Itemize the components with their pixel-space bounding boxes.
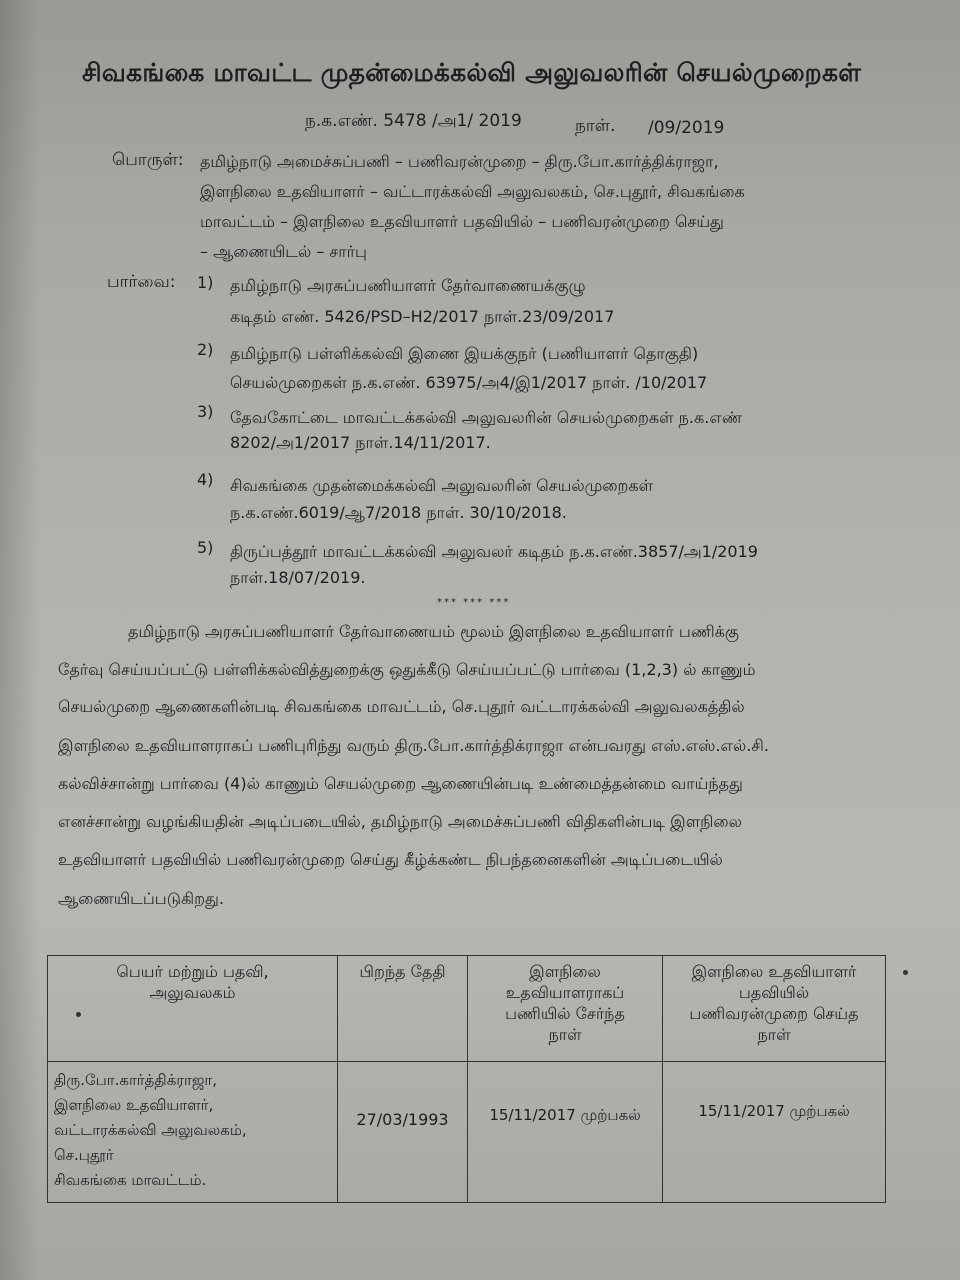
body-line: இளநிலை உதவியாளராகப் பணிபுரிந்து வரும் திரு.போ.கார்த்திக்ராஜா என்பவரது எஸ்.எஸ்.எல்.சி. (58, 736, 770, 755)
header-joined: இளநிலை உதவியாளராகப் பணியில் சேர்ந்த நாள் (468, 956, 663, 1062)
reference-line: நாள்.18/07/2019. (230, 568, 366, 587)
page-shadow (0, 0, 40, 1280)
reference-number: ந.க.எண். 5478 /அ1/ 2019 (305, 111, 522, 131)
subject-line: – ஆணையிடல் – சார்பு (200, 242, 367, 261)
ink-dot (903, 970, 908, 975)
reference-number-4: 4) (197, 470, 214, 489)
reference-line: தமிழ்நாடு அரசுப்பணியாளர் தேர்வாணையக்குழு (230, 276, 586, 295)
subject-line: மாவட்டம் – இளநிலை உதவியாளர் பதவியில் – பணிவரன்முறை செய்து (200, 212, 724, 231)
regularisation-table (47, 955, 886, 1203)
reference-line: தேவகோட்டை மாவட்டக்கல்வி அலுவலரின் செயல்முறைகள் ந.க.எண் (230, 408, 743, 427)
body-line: கல்விச்சான்று பார்வை (4)ல் காணும் செயல்முறை ஆணையின்படி உண்மைத்தன்மை வாய்ந்தது (58, 774, 743, 793)
reference-line: 8202/அ1/2017 நாள்.14/11/2017. (230, 433, 491, 452)
document-title: சிவகங்கை மாவட்ட முதன்மைக்கல்வி அலுவலரின் செயல்முறைகள் (82, 58, 862, 87)
cell-dob: 27/03/1993 (338, 1062, 468, 1203)
subject-line: இளநிலை உதவியாளர் – வட்டாரக்கல்வி அலுவலகம், செ.புதூர், சிவகங்கை (200, 182, 745, 201)
reference-number-2: 2) (197, 340, 214, 359)
header-name-office: பெயர் மற்றும் பதவி, அலுவலகம் (48, 956, 338, 1062)
date-value: /09/2019 (648, 118, 725, 138)
reference-line: செயல்முறைகள் ந.க.எண். 63975/அ4/இ1/2017 நாள். /10/2017 (230, 373, 708, 392)
reference-number-3: 3) (197, 402, 214, 421)
cell-name-office: திரு.போ.கார்த்திக்ராஜா, இளநிலை உதவியாளர், வட்டாரக்கல்வி அலுவலகம், செ.புதூர் சிவகங்கை மாவட்டம். (48, 1062, 338, 1203)
separator: *** *** *** (437, 597, 511, 608)
subject-label: பொருள்: (112, 150, 184, 170)
reference-number-5: 5) (197, 538, 214, 557)
body-line: ஆணையிடப்படுகிறது. (58, 889, 224, 908)
table-row (48, 1062, 886, 1203)
body-line: எனச்சான்று வழங்கியதின் அடிப்படையில், தமிழ்நாடு அமைச்சுப்பணி விதிகளின்படி இளநிலை (58, 812, 742, 831)
header-dob: பிறந்த தேதி (338, 956, 468, 1062)
subject-line: தமிழ்நாடு அமைச்சுப்பணி – பணிவரன்முறை – திரு.போ.கார்த்திக்ராஜா, (200, 152, 719, 171)
ink-dot (76, 1012, 81, 1017)
table-header-row (48, 956, 886, 1062)
reference-number-1: 1) (197, 273, 214, 292)
references-label: பார்வை: (107, 272, 176, 292)
header-regularised: இளநிலை உதவியாளர் பதவியில் பணிவரன்முறை செய்த நாள் (663, 956, 886, 1062)
body-line: தமிழ்நாடு அரசுப்பணியாளர் தேர்வாணையம் மூலம் இளநிலை உதவியாளர் பணிக்கு (128, 622, 739, 641)
cell-regularised: 15/11/2017 முற்பகல் (663, 1062, 886, 1203)
reference-line: கடிதம் எண். 5426/PSD–H2/2017 நாள்.23/09/2017 (230, 307, 615, 326)
date-label: நாள். (575, 116, 616, 136)
body-line: உதவியாளர் பதவியில் பணிவரன்முறை செய்து கீழ்க்கண்ட நிபந்தனைகளின் அடிப்படையில் (58, 850, 723, 869)
body-line: தேர்வு செய்யப்பட்டு பள்ளிக்கல்வித்துறைக்கு ஒதுக்கீடு செய்யப்பட்டு பார்வை (1,2,3) ல் காணும் (58, 660, 756, 679)
cell-joined: 15/11/2017 முற்பகல் (468, 1062, 663, 1203)
reference-line: சிவகங்கை முதன்மைக்கல்வி அலுவலரின் செயல்முறைகள் (230, 476, 654, 495)
body-line: செயல்முறை ஆணைகளின்படி சிவகங்கை மாவட்டம், செ.புதூர் வட்டாரக்கல்வி அலுவலகத்தில் (58, 697, 745, 716)
reference-line: ந.க.எண்.6019/ஆ7/2018 நாள். 30/10/2018. (230, 503, 567, 522)
reference-line: திருப்பத்தூர் மாவட்டக்கல்வி அலுவலர் கடிதம் ந.க.எண்.3857/அ1/2019 (230, 542, 758, 561)
reference-line: தமிழ்நாடு பள்ளிக்கல்வி இணை இயக்குநர் (பணியாளர் தொகுதி) (230, 344, 699, 363)
